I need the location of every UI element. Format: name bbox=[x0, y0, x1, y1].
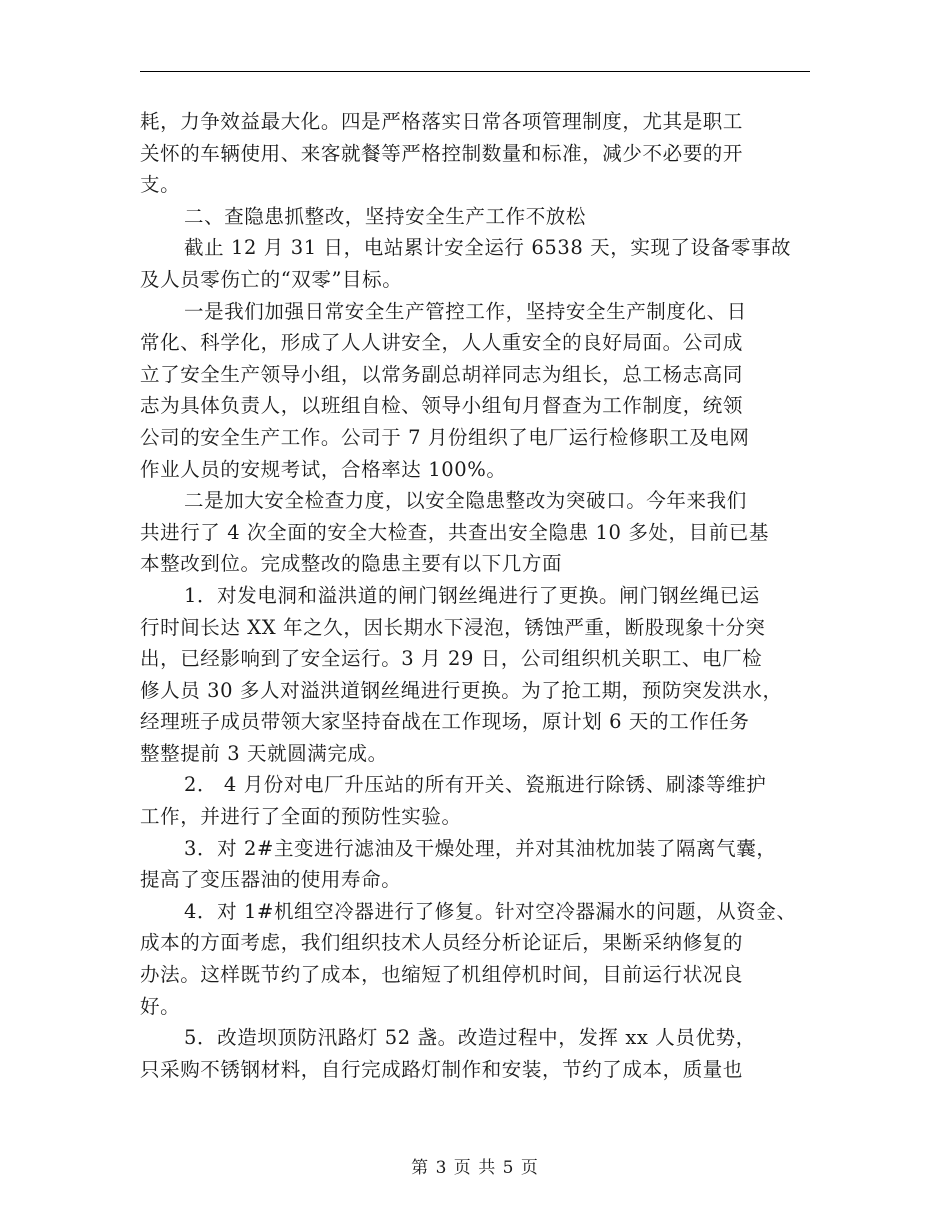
text-line: 3．对 2#主变进行滤油及干燥处理，并对其油枕加装了隔离气囊， bbox=[184, 836, 777, 860]
text-line: 一是我们加强日常安全生产管控工作，坚持安全生产制度化、日 bbox=[184, 299, 747, 323]
text-line: 志为具体负责人，以班组自检、领导小组旬月督查为工作制度，统领 bbox=[140, 394, 744, 418]
page-footer: 第 3 页 共 5 页 bbox=[411, 1158, 539, 1178]
text-line: 5．改造坝顶防汛路灯 52 盏。改造过程中，发挥 xx 人员优势， bbox=[184, 1026, 756, 1050]
text-line: 关怀的车辆使用、来客就餐等严格控制数量和标准，减少不必要的开 bbox=[140, 141, 744, 165]
text-line: 经理班子成员带领大家坚持奋战在工作现场，原计划 6 天的工作任务 bbox=[140, 710, 750, 734]
text-line: 4．对 1#机组空冷器进行了修复。针对空冷器漏水的问题，从资金、 bbox=[184, 899, 797, 923]
text-line: 二、查隐患抓整改，坚持安全生产工作不放松 bbox=[184, 204, 587, 228]
text-line: 提高了变压器油的使用寿命。 bbox=[140, 868, 402, 892]
text-line: 行时间长达 XX 年之久，因长期水下浸泡，锈蚀严重，断股现象十分突 bbox=[140, 615, 766, 639]
text-line: 修人员 30 多人对溢洪道钢丝绳进行更换。为了抢工期，预防突发洪水， bbox=[140, 678, 783, 702]
body-paragraph bbox=[140, 106, 830, 1085]
text-line: 截止 12 月 31 日，电站累计安全运行 6538 天，实现了设备零事故 bbox=[184, 236, 792, 260]
text-line: 支。 bbox=[140, 173, 181, 197]
text-line: 出，已经影响到了安全运行。3 月 29 日，公司组织机关职工、电厂检 bbox=[140, 647, 763, 671]
text-line: 1．对发电洞和溢洪道的闸门钢丝绳进行了更换。闸门钢丝绳已运 bbox=[184, 583, 760, 607]
text-line: 只采购不锈钢材料，自行完成路灯制作和安装，节约了成本，质量也 bbox=[140, 1057, 744, 1081]
text-line: 作业人员的安规考试，合格率达 100%。 bbox=[140, 457, 507, 481]
text-line: 成本的方面考虑，我们组织技术人员经分析论证后，果断采纳修复的 bbox=[140, 931, 744, 955]
text-line: 共进行了 4 次全面的安全大检查，共查出安全隐患 10 多处，目前已基 bbox=[140, 520, 770, 544]
text-line: 本整改到位。完成整改的隐患主要有以下几方面 bbox=[140, 552, 563, 576]
header-rule bbox=[140, 71, 810, 72]
text-line: 公司的安全生产工作。公司于 7 月份组织了电厂运行检修职工及电网 bbox=[140, 425, 750, 449]
text-line: 耗，力争效益最大化。四是严格落实日常各项管理制度，尤其是职工 bbox=[140, 110, 744, 133]
text-line: 二是加大安全检查力度，以安全隐患整改为突破口。今年来我们 bbox=[184, 489, 747, 513]
text-line: 工作，并进行了全面的预防性实验。 bbox=[140, 805, 462, 829]
text-line: 好。 bbox=[140, 994, 181, 1018]
text-line: 2． 4 月份对电厂升压站的所有开关、瓷瓶进行除锈、刷漆等维护 bbox=[184, 773, 767, 797]
text-line: 整整提前 3 天就圆满完成。 bbox=[140, 741, 388, 765]
text-line: 办法。这样既节约了成本，也缩短了机组停机时间，目前运行状况良 bbox=[140, 963, 744, 987]
text-line: 及人员零伤亡的“双零”目标。 bbox=[140, 267, 403, 291]
text-line: 立了安全生产领导小组，以常务副总胡祥同志为组长，总工杨志高同 bbox=[140, 362, 744, 386]
text-line: 常化、科学化，形成了人人讲安全，人人重安全的良好局面。公司成 bbox=[140, 331, 744, 355]
document-body bbox=[140, 106, 830, 1085]
